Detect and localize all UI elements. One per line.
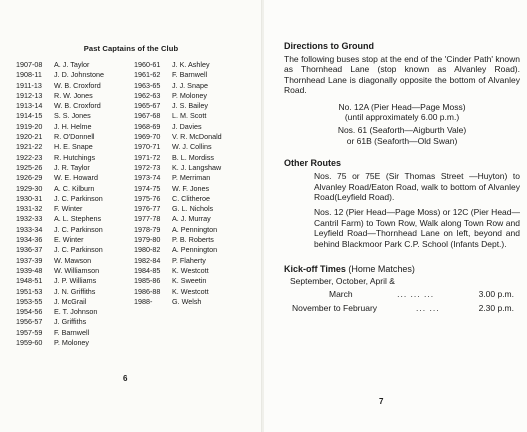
captain-row	[16, 60, 132, 70]
kickoff-heading-text: Kick-off Times	[284, 264, 346, 275]
captain-years: 1967-68	[134, 111, 161, 121]
captain-name: A. J. Murray	[172, 214, 211, 224]
captain-years: 1972-73	[134, 162, 161, 172]
captain-row	[16, 81, 132, 91]
captain-name: B. L. Mordiss	[172, 152, 214, 162]
captain-years: 1986-88	[134, 286, 161, 296]
captain-years: 1920-21	[16, 132, 43, 142]
kickoff-row-2	[284, 303, 520, 313]
captain-years: 1974-75	[134, 183, 161, 193]
captain-years: 1979-80	[134, 235, 161, 245]
captain-row	[16, 317, 132, 327]
captain-row	[134, 194, 254, 204]
captain-row	[134, 132, 254, 142]
captain-row	[16, 132, 132, 142]
bus-route-12a	[284, 102, 520, 123]
captain-years: 1988-	[134, 296, 153, 306]
captain-years: 1959-60	[16, 338, 43, 348]
captain-row	[134, 204, 254, 214]
captain-name: P. Moloney	[54, 338, 90, 348]
captain-years: 1937-39	[16, 255, 43, 265]
captain-name: P. Flaherty	[172, 255, 206, 265]
captain-years: 1973-74	[134, 173, 161, 183]
bus-route-61	[284, 125, 520, 146]
captain-row	[16, 173, 132, 183]
captain-row	[16, 101, 132, 111]
captain-row	[16, 153, 132, 163]
captain-years: 1982-84	[134, 255, 161, 265]
captain-years: 1956-57	[16, 317, 43, 327]
other-route-item: Nos. 75 or 75E (Sir Thomas Street —Huyton) to Alvanley Road/Eaton Road, walk to bottom of Alvanley Road(Leyfield Road).	[314, 171, 520, 203]
captain-name: C. Clitheroe	[172, 193, 210, 203]
captain-row	[16, 287, 132, 297]
captain-years: 1925-26	[16, 162, 43, 172]
captain-name: W. B. Croxford	[54, 80, 101, 90]
captain-row	[134, 173, 254, 183]
other-routes-heading: Other Routes	[284, 158, 342, 169]
captain-name: W. Williamson	[54, 265, 100, 275]
captain-name: P. Moloney	[172, 90, 208, 100]
captain-name: E. T. Johnson	[54, 307, 98, 317]
captain-row	[16, 307, 132, 317]
captain-years: 1961-62	[134, 70, 161, 80]
captain-years: 1911-13	[16, 80, 42, 90]
captain-row	[16, 184, 132, 194]
captain-years: 1929-30	[16, 183, 43, 193]
captain-row	[16, 111, 132, 121]
captain-years: 1965-67	[134, 101, 161, 111]
captain-name: J. P. Williams	[54, 276, 97, 286]
captain-years: 1931-32	[16, 204, 43, 214]
route-note: (until approximately 6.00 p.m.)	[344, 112, 460, 123]
captain-row	[134, 297, 254, 307]
captain-name: J. S. Bailey	[172, 101, 208, 111]
captain-name: A. L. Stephens	[54, 214, 102, 224]
route-note: or 61B (Seaforth—Old Swan)	[346, 135, 458, 146]
captain-name: J. H. Helme	[54, 121, 92, 131]
captain-years: 1926-29	[16, 173, 43, 183]
captain-years: 1957-59	[16, 327, 43, 337]
captain-years: 1975-76	[134, 193, 161, 203]
captain-row	[134, 142, 254, 152]
captain-row	[134, 214, 254, 224]
captain-name: K. Sweetin	[172, 276, 207, 286]
captain-years: 1919-20	[16, 121, 43, 131]
captain-years: 1922-23	[16, 152, 43, 162]
captain-years: 1914-15	[16, 111, 43, 121]
captain-years: 1932-33	[16, 214, 43, 224]
captain-years: 1976-77	[134, 204, 161, 214]
captain-name: J. D. Johnstone	[54, 70, 104, 80]
captain-name: K. Westcott	[172, 265, 209, 275]
captain-years: 1954-56	[16, 307, 43, 317]
captain-years: 1921-22	[16, 142, 43, 152]
captain-name: V. R. McDonald	[172, 132, 222, 142]
page-number-right: 7	[379, 397, 384, 406]
captain-row	[16, 266, 132, 276]
captain-years: 1977-78	[134, 214, 161, 224]
captain-years: 1912-13	[16, 90, 43, 100]
captain-row	[16, 122, 132, 132]
captain-row	[16, 245, 132, 255]
captain-years: 1960-61	[134, 60, 161, 69]
captain-years: 1970-71	[134, 142, 161, 152]
captain-row	[16, 225, 132, 235]
captain-row	[134, 60, 254, 70]
captain-row	[134, 122, 254, 132]
captain-name: J. Griffiths	[54, 317, 87, 327]
captain-years: 1908-11	[16, 70, 42, 80]
captain-row	[134, 276, 254, 286]
captain-name: F. Barnwell	[54, 327, 90, 337]
captain-name: F. Winter	[54, 204, 83, 214]
captains-column-2	[134, 60, 254, 307]
captain-row	[16, 297, 132, 307]
captain-name: J. C. Parkinson	[54, 245, 103, 255]
captain-row	[134, 70, 254, 80]
captain-name: J. C. Parkinson	[54, 224, 103, 234]
captain-row	[16, 338, 132, 348]
captain-row	[16, 276, 132, 286]
captain-years: 1984-85	[134, 265, 161, 275]
captain-years: 1971-72	[134, 152, 161, 162]
captain-name: J. R. Taylor	[54, 162, 90, 172]
captain-row	[134, 225, 254, 235]
right-page	[264, 0, 527, 432]
captain-years: 1936-37	[16, 245, 43, 255]
captain-row	[134, 235, 254, 245]
route-line: No. 12A (Pier Head—Page Moss)	[338, 101, 466, 112]
captain-years: 1963-65	[134, 80, 161, 90]
captain-row	[134, 245, 254, 255]
captain-name: K. Westcott	[172, 286, 209, 296]
captain-name: W. F. Jones	[172, 183, 210, 193]
captain-years: 1980-82	[134, 245, 161, 255]
captain-row	[134, 266, 254, 276]
leader-dots: ... ... ...	[397, 288, 435, 299]
captain-name: J. Davies	[172, 121, 202, 131]
leader-dots: ... ...	[416, 302, 440, 313]
captain-years: 1969-70	[134, 132, 161, 142]
captain-row	[134, 184, 254, 194]
other-route-item: Nos. 12 (Pier Head—Page Moss) or 12C (Pier Head—Cantril Farm) to Town Row, Walk along Town Row and Leyfield Road—Thornhead Lane on left, beyond and behind Blackmoor Park C.P. School (Infants Dept.).	[314, 207, 520, 249]
captain-name: F. Barnwell	[172, 70, 208, 80]
captain-name: A. Pennington	[172, 245, 218, 255]
captain-name: R. Hutchings	[54, 152, 96, 162]
kickoff-period: November to February	[292, 302, 378, 313]
captain-row	[134, 111, 254, 121]
captain-name: E. Winter	[54, 235, 84, 245]
kickoff-heading-note: (Home Matches)	[348, 264, 415, 275]
captain-name: K. J. Langshaw	[172, 162, 222, 172]
directions-intro: The following buses stop at the end of the 'Cinder Path' known as Thornhead Lane (stop known as Alvanley Road). Thornhead Lane is diagonally opposite the bottom of Alvanley Road.	[284, 54, 520, 96]
captain-name: P. B. Roberts	[172, 235, 214, 245]
captain-name: J. J. Snape	[172, 80, 208, 90]
captain-name: R. O'Donnell	[54, 132, 95, 142]
kickoff-heading	[284, 263, 520, 275]
captain-row	[16, 214, 132, 224]
captain-name: H. E. Snape	[54, 142, 93, 152]
captain-row	[134, 256, 254, 266]
captain-row	[16, 235, 132, 245]
captain-years: 1948-51	[16, 276, 43, 286]
captain-years: 1953-55	[16, 296, 43, 306]
captain-row	[134, 91, 254, 101]
captain-name: G. Welsh	[172, 296, 202, 306]
captain-name: W. Mawson	[54, 255, 92, 265]
captain-name: J. C. Parkinson	[54, 193, 103, 203]
captain-name: J. N. Griffiths	[54, 286, 96, 296]
captain-row	[134, 101, 254, 111]
captain-row	[134, 163, 254, 173]
kickoff-time: 2.30 p.m.	[478, 302, 514, 313]
captain-row	[16, 194, 132, 204]
captain-name: A. C. Kilburn	[54, 183, 95, 193]
captain-name: J. McGrail	[54, 296, 87, 306]
kickoff-row-1	[284, 289, 520, 299]
captains-column-1	[16, 60, 132, 348]
captain-years: 1934-36	[16, 235, 43, 245]
captain-years: 1913-14	[16, 101, 43, 111]
captain-years: 1939-48	[16, 265, 43, 275]
captain-row	[16, 256, 132, 266]
captain-years: 1968-69	[134, 121, 161, 131]
route-line: Nos. 61 (Seaforth—Aigburth Vale)	[337, 125, 467, 136]
kickoff-time: 3.00 p.m.	[478, 288, 514, 299]
captain-years: 1962-63	[134, 90, 161, 100]
captain-name: W. B. Croxford	[54, 101, 101, 111]
captain-years: 1951-53	[16, 286, 43, 296]
captain-years: 1933-34	[16, 224, 43, 234]
captain-name: J. K. Ashley	[172, 60, 210, 69]
captain-name: L. M. Scott	[172, 111, 207, 121]
captain-name: A. J. Taylor	[54, 60, 90, 69]
captain-row	[134, 287, 254, 297]
captain-name: G. L. Nichols	[172, 204, 214, 214]
kickoff-month: March	[329, 288, 353, 299]
captain-years: 1930-31	[16, 193, 43, 203]
captain-name: S. S. Jones	[54, 111, 91, 121]
captain-row	[16, 70, 132, 80]
captain-years: 1985-86	[134, 276, 161, 286]
left-page	[0, 0, 262, 432]
captain-row	[16, 328, 132, 338]
captain-row	[16, 163, 132, 173]
captain-row	[16, 204, 132, 214]
captain-row	[134, 153, 254, 163]
captain-row	[16, 91, 132, 101]
kickoff-season1-label: September, October, April &	[290, 276, 395, 287]
captain-row	[134, 81, 254, 91]
directions-heading: Directions to Ground	[284, 41, 374, 51]
captain-name: R. W. Jones	[54, 90, 93, 100]
page-number-left: 6	[123, 374, 128, 383]
captain-name: W. J. Collins	[172, 142, 212, 152]
captain-years: 1978-79	[134, 224, 161, 234]
captain-years: 1907-08	[16, 60, 43, 69]
captain-name: W. E. Howard	[54, 173, 98, 183]
past-captains-title: Past Captains of the Club	[83, 44, 179, 53]
other-routes-list	[314, 171, 520, 249]
captain-name: A. Pennington	[172, 224, 218, 234]
right-page-content	[284, 40, 520, 313]
captain-name: P. Merriman	[172, 173, 211, 183]
captain-row	[16, 142, 132, 152]
